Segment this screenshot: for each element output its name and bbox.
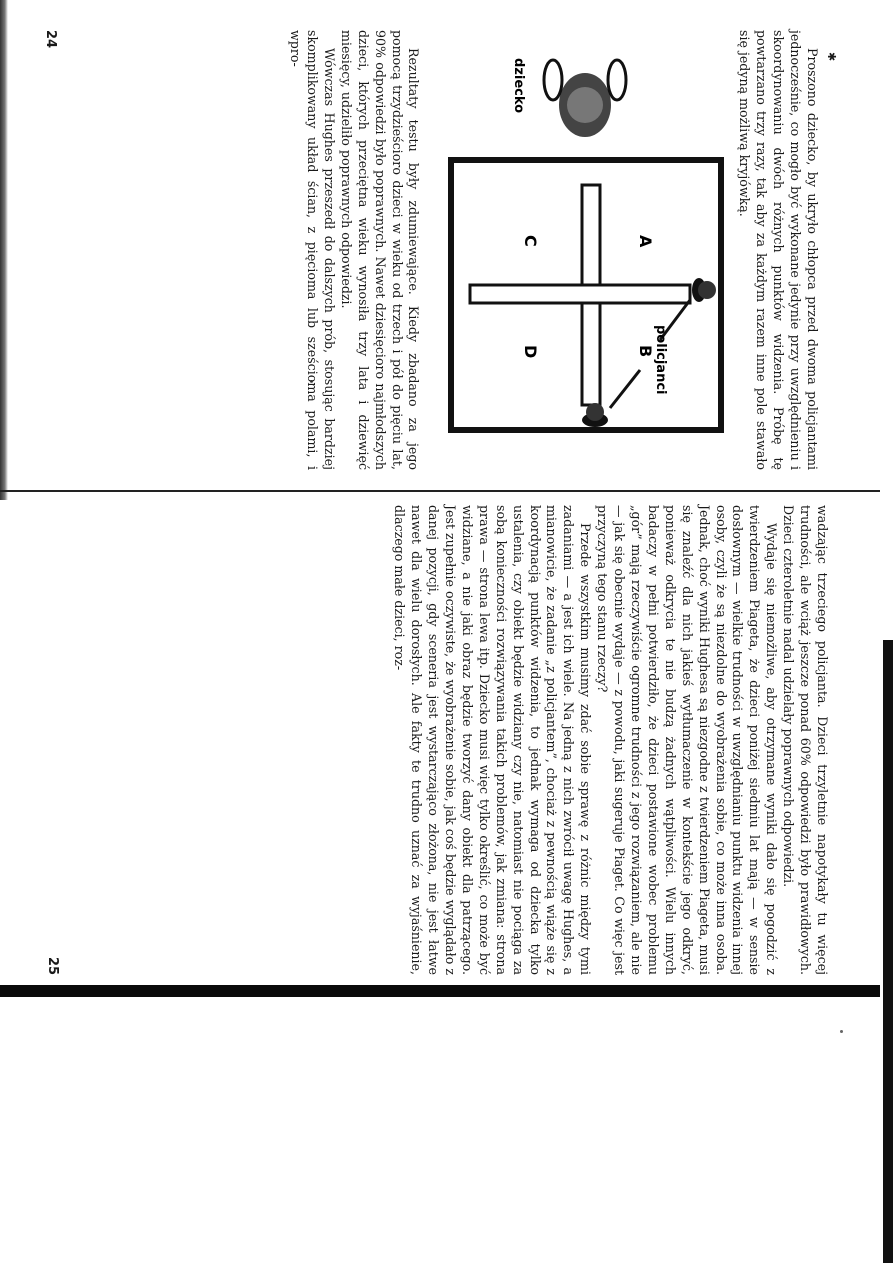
page-number-right: 25 xyxy=(45,957,60,976)
policeman-top-icon xyxy=(692,278,716,302)
further-trials-paragraph: Wówczas Hughes przeszedł do dalszych prób, stosując bardziej skomplikowany układ ścian, z pięcioma lub sześcioma polami, i wpro- xyxy=(288,30,337,470)
wall-vertical xyxy=(470,285,690,303)
label-child: dziecko xyxy=(511,58,527,114)
policeman-figure xyxy=(435,40,735,460)
label-a: A xyxy=(636,235,656,248)
intro-paragraph: Proszono dziecko, by ukryło chłopca przed dwoma policjantami jednocześnie, co mogło być wykonane jedynie przy uwzględnieniu i skoordynowaniu dwóch różnych punktów widzenia. Próbę tę powtarzano trzy razy, tak aby za każdym razem inne pole stawało się jedyną możliwą kryjówką. xyxy=(737,30,820,470)
policeman-right-icon xyxy=(582,403,608,427)
scan-binding-shadow xyxy=(0,0,8,500)
label-c: C xyxy=(521,235,541,247)
label-d: D xyxy=(521,345,541,359)
results-paragraph: Rezultaty testu były zdumiewające. Kiedy zbadano za jego pomocą trzydzieścioro dzieci w wieku od trzech i pół do pięciu lat, 90% odpowiedzi było poprawnych. Nawet dziesięcioro najmłodszych dzieci, których przeciętna wieku wynosiła trzy lata i dziewięć miesięcy, udzieliło poprawnych odpowiedzi. xyxy=(338,30,422,470)
child-icon xyxy=(544,60,626,137)
label-b: B xyxy=(636,345,656,358)
arrow-right xyxy=(610,370,640,408)
book-spine-line xyxy=(0,490,880,492)
page-25 xyxy=(45,505,830,976)
page-number-left: 24 xyxy=(43,30,58,49)
asterisk-mark: ✱ xyxy=(825,52,838,62)
dust-speck xyxy=(840,1030,843,1033)
label-policemen: policjanci xyxy=(653,325,669,395)
scan-right-edge-gap xyxy=(883,0,893,640)
scan-bottom-band xyxy=(0,985,880,997)
page-24 xyxy=(43,30,838,470)
continuation-paragraph: wadzając trzeciego policjanta. Dzieci trzyletnie napotykały tu więcej trudności, ale wciąż jeszcze ponad 60% odpowiedzi było prawidłowych. Dzieci czteroletnie nadal udzielały poprawnych odpowiedzi. xyxy=(781,505,830,975)
piaget-paragraph: Wydaje się niemożliwe, aby otrzymane wyniki dało się pogodzić z twierdzeniem Piageta, że dzieci poniżej siedmiu lat mają — w sensie dosłownym — wielkie trudności w uwzględnianiu punktu widzenia innej osoby, czyli że są niezdolne do wyobrażenia sobie, co może inna osoba. Jednak, choć wyniki Hughesa są niezgodne z twierdzeniem Piageta, musi się znaleźć dla nich jakieś wytłumaczenie w kontekście jego odkryć, ponieważ odkrycia te nie budzą żadnych wątpliwości. Wielu innych badaczy w pełni potwierdziło, że dzieci postawione wobec problemu „gór” mają rzeczywiście ogromne trudności z jego rozwiązaniem, ale nie — jak się obecnie wydaje — z powodu, jaki sugeruje Piaget. Co więc jest przyczyną tego stanu rzeczy? xyxy=(595,505,780,975)
differences-paragraph: Przede wszystkim musimy zdać sobie sprawę z różnic między tymi zadaniami — a jest ich wiele. Na jedną z nich zwrócił uwagę Hughes, a mianowicie, że zadanie „z policjantem”, chociaż z pewnością wiąże się z koordynacją punktów widzenia, to jednak wymaga od dziecka tylko ustalenia, czy obiekt będzie widziany czy nie, natomiast nie pociąga za sobą konieczności rozwiązywania takich problemów, jak zmiana: strona prawa — strona lewa itp. Dziecko musi więc tylko określić, co może być widziane, a nie jaki obraz będzie tworzyć dany obiekt dla patrzącego. Jest zupełnie oczywiste, że wyobrażenie sobie, jak coś będzie wyglądało z danej pozycji, gdy sceneria jest wystarczająco złożona, nie jest łatwe nawet dla wielu dorosłych. Ale fakty te trudno uznać za wyjaśnienie, dlaczego małe dzieci, roz- xyxy=(392,505,594,975)
figure-diagram xyxy=(435,40,735,460)
